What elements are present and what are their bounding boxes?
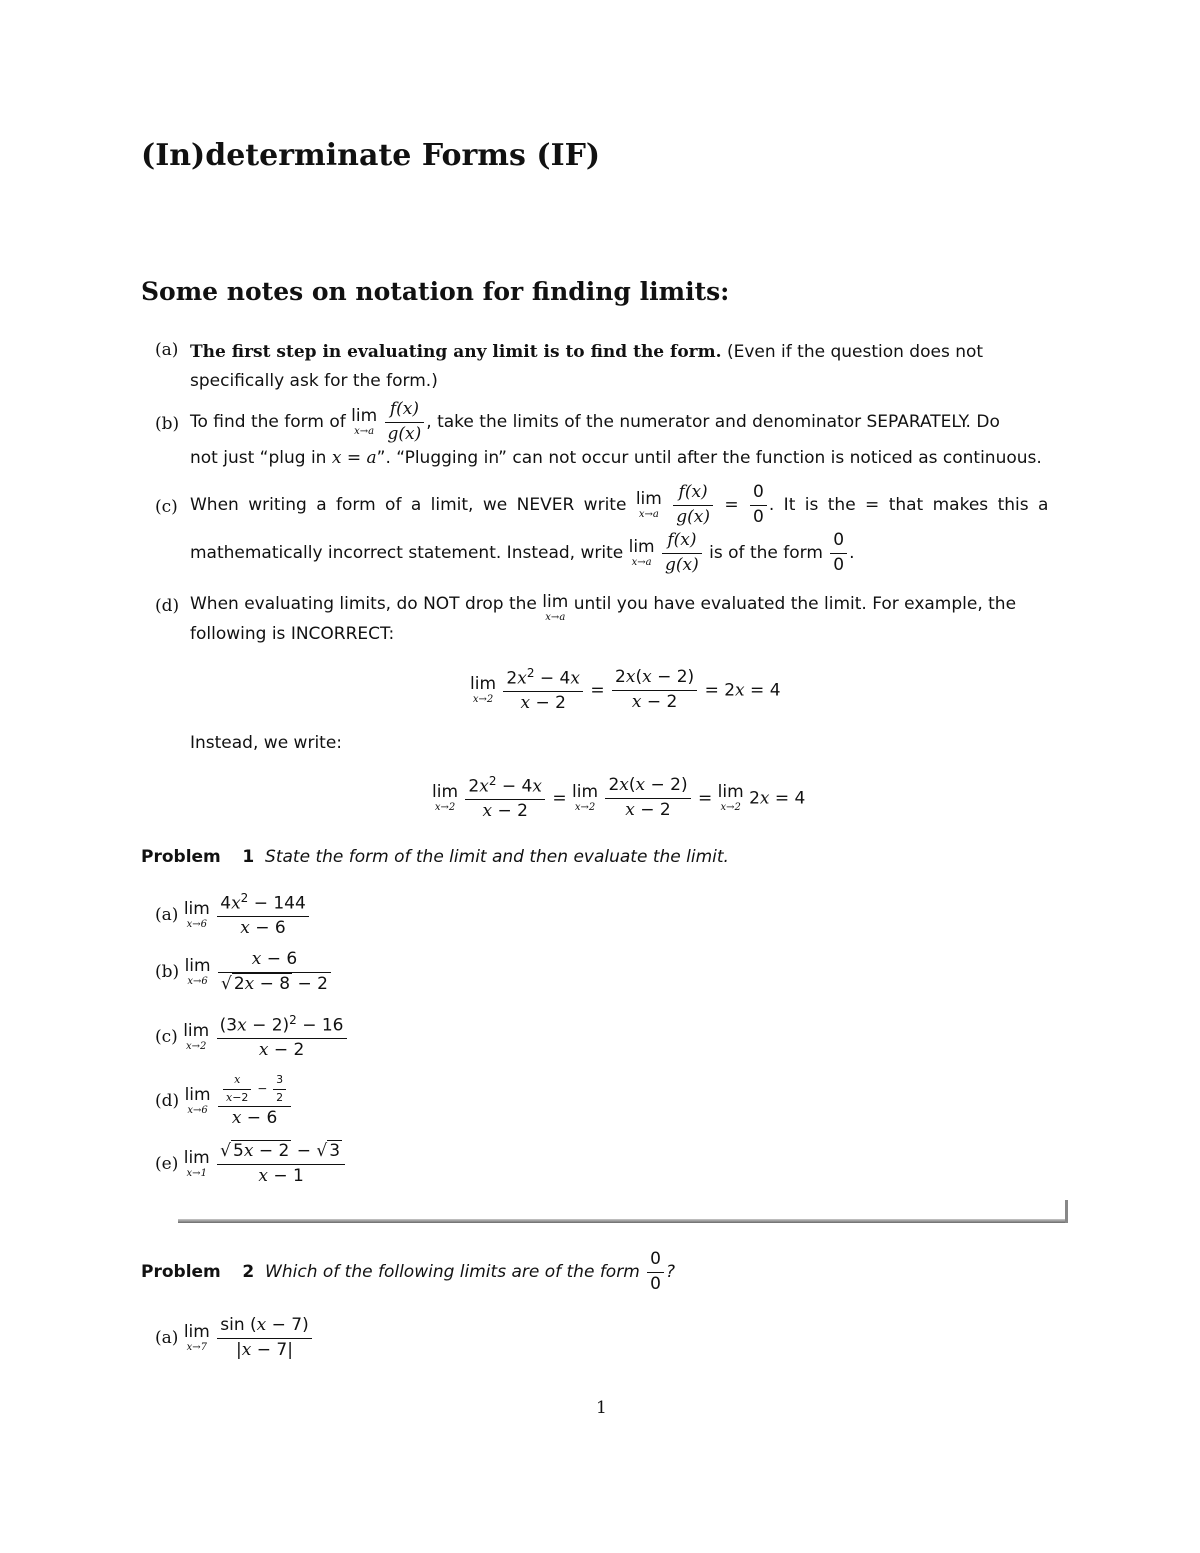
note-d-text1: When evaluating limits, do NOT drop the <box>190 594 537 614</box>
note-d-label: (d) <box>155 596 180 616</box>
note-b-line2: not just “plug in x = a”. “Plugging in” can not occur until after the function is noticed as continuous. <box>190 448 1042 468</box>
lim-symbol: lim x→2 <box>432 781 459 813</box>
problem-1-item-e <box>155 1142 347 1186</box>
item-label: (a) <box>155 905 179 926</box>
page-number: 1 <box>596 1398 607 1418</box>
question-mark: ? <box>666 1262 676 1283</box>
lim-symbol: lim x→2 <box>717 781 744 813</box>
problem-1-item-b <box>155 950 333 994</box>
fraction: $\frac{(3x - 2)^2 - 16}{x - 2}$ <box>217 1014 347 1061</box>
fraction: $\frac{x}{x-2}$ − $\frac{3}{2}$ x − 6 <box>218 1074 291 1129</box>
problem-1-item-d <box>155 1074 293 1129</box>
note-c-text3: mathematically incorrect statement. Instead, write <box>190 543 624 564</box>
note-b-text4: ”. “Plugging in” can not occur until after the function is noticed as continuous. <box>376 448 1042 468</box>
note-d-text2: until you have evaluated the limit. For example, the <box>573 594 1017 614</box>
problem-1-heading <box>141 847 729 867</box>
note-c-label: (c) <box>155 497 178 517</box>
lim-symbol: lim x→7 <box>183 1321 210 1353</box>
fraction: $\frac{4x^2 - 144}{x - 6}$ <box>217 892 309 939</box>
equation-incorrect: lim x→2 $\frac{2x^2 - 4x}{x - 2}$ = $\frac{2x(x - 2)}{x - 2}$ = 2x = 4 <box>470 666 781 714</box>
section-heading: Some notes on notation for finding limits: <box>141 277 730 306</box>
lim-symbol: lim x→2 <box>572 781 599 813</box>
note-c-text4: is of the form <box>709 543 823 564</box>
note-b-text1: To find the form of <box>190 412 346 433</box>
note-c-text1: When writing a form of a limit, we NEVER write <box>190 495 627 516</box>
note-a-rest2: specifically ask for the form.) <box>190 371 438 391</box>
fraction-f-over-g: $\frac{f(x)}{g(x)}$ <box>662 531 702 575</box>
lim-symbol: lim x→a <box>635 488 662 520</box>
note-b-label: (b) <box>155 414 180 434</box>
problem-text: State the form of the limit and then evaluate the limit. <box>265 847 729 867</box>
fraction: $\frac{2x(x - 2)}{x - 2}$ <box>605 776 690 820</box>
note-d-instead: Instead, we write: <box>190 733 343 753</box>
problem-number: 1 <box>242 847 255 867</box>
item-label: (a) <box>155 1328 179 1349</box>
fraction-zero-over-zero: $\frac{0}{0}$ <box>647 1250 664 1294</box>
lim-symbol: lim x→6 <box>184 1084 211 1116</box>
item-label: (e) <box>155 1154 179 1175</box>
fraction: $\frac{2x^2 - 4x}{x - 2}$ <box>503 667 583 714</box>
note-b-line1 <box>190 400 1060 444</box>
problem-1-item-a <box>155 892 311 939</box>
problem-word: Problem <box>141 847 221 867</box>
fraction: $\frac{2x(x - 2)}{x - 2}$ <box>612 668 697 712</box>
fraction: $\frac{\sin (x - 7)}{|x - 7|}$ <box>217 1316 311 1360</box>
problem-text: Which of the following limits are of the form <box>265 1262 640 1283</box>
note-d-line1 <box>190 594 1016 623</box>
note-b-text2: , take the limits of the numerator and denominator SEPARATELY. Do <box>426 412 1000 433</box>
note-a-rest: (Even if the question does not <box>726 342 984 362</box>
note-a-label: (a) <box>155 340 179 360</box>
lim-symbol: lim x→a <box>351 405 378 437</box>
fraction-f-over-g: $\frac{f(x)}{g(x)}$ <box>673 483 713 527</box>
lim-symbol: lim x→1 <box>183 1147 210 1179</box>
lim-symbol: lim x→a <box>628 536 655 568</box>
problem-2-heading <box>141 1250 675 1294</box>
problem-number: 2 <box>242 1262 255 1283</box>
lim-symbol: lim x→6 <box>183 898 210 930</box>
equation-correct: lim x→2 $\frac{2x^2 - 4x}{x - 2}$ = lim x→2 $\frac{2x(x - 2)}{x - 2}$ = lim x→2 2x = 4 <box>432 774 806 822</box>
fraction-zero-over-zero: $\frac{0}{0}$ <box>830 531 847 575</box>
fraction: $\frac{x - 6}{√ 2x - 8 - 2}$ <box>218 950 331 994</box>
separator-rule <box>178 1219 1068 1223</box>
item-label: (b) <box>155 962 180 983</box>
note-a-bold: The first step in evaluating any limit is to find the form. <box>190 342 722 362</box>
fraction-zero-over-zero: $\frac{0}{0}$ <box>750 483 767 527</box>
note-a <box>190 338 1060 396</box>
fraction: $\frac{√ 5x - 2 - √ 3}{x - 1}$ <box>217 1142 345 1186</box>
fraction: $\frac{2x^2 - 4x}{x - 2}$ <box>465 775 545 822</box>
problem-word: Problem <box>141 1262 221 1283</box>
lim-symbol: lim x→6 <box>184 955 211 987</box>
fraction-f-over-g: $\frac{f(x)}{g(x)}$ <box>385 400 425 444</box>
lim-symbol: lim x→a <box>542 592 569 623</box>
note-b-text3: not just “plug in <box>190 448 327 468</box>
problem-2-item-a <box>155 1316 314 1360</box>
separator-rule-end <box>1065 1200 1068 1223</box>
item-label: (c) <box>155 1027 178 1048</box>
note-c-line1: When writing a form of a limit, we NEVER write lim x→a $\frac{f(x)}{g(x)}$ = $\frac{0}{0}$ . It is the = that makes this a <box>190 482 1049 527</box>
problem-1-item-c <box>155 1014 349 1061</box>
lim-symbol: lim x→2 <box>183 1020 210 1052</box>
lim-symbol: lim x→2 <box>470 673 497 705</box>
page-title: (In)determinate Forms (IF) <box>141 138 601 173</box>
note-d-line2: following is INCORRECT: <box>190 624 395 644</box>
note-c-line2: mathematically incorrect statement. Instead, write lim x→a $\frac{f(x)}{g(x)}$ is of the form $\frac{0}{0}$ . <box>190 530 855 575</box>
note-c-text2: . It is the = that makes this a <box>768 495 1049 516</box>
item-label: (d) <box>155 1091 180 1112</box>
